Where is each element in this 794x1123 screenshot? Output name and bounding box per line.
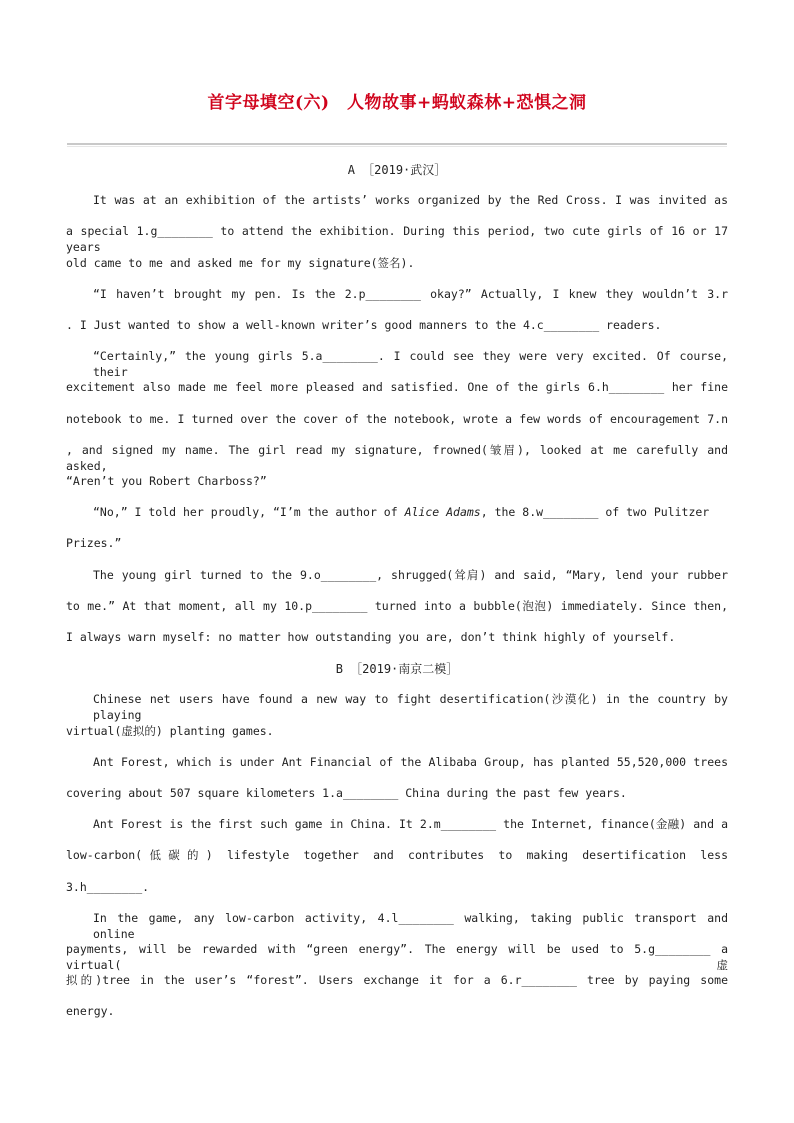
paragraph-line: . I Just wanted to show a well-known writer’s good manners to the 4.c________ readers. xyxy=(66,318,662,332)
paragraph-line: to me.” At that moment, all my 10.p________ turned into a bubble(泡泡) immediately. Since then, xyxy=(66,599,728,613)
paragraph-line: “I haven’t brought my pen. Is the 2.p________ okay?” Actually, I knew they wouldn’t 3.r xyxy=(93,287,728,301)
paragraph-line: 拟的)tree in the user’s “forest”. Users exchange it for a 6.r________ tree by paying some xyxy=(66,973,728,987)
paragraph-line-mixed xyxy=(93,504,728,520)
page-title: 首字母填空(六) 人物故事+蚂蚁森林+恐惧之洞 xyxy=(207,93,587,113)
text-run: “No,” I told her proudly, “I’m the author of xyxy=(93,505,405,519)
paragraph-line: , and signed my name. The girl read my signature, frowned(皱眉), looked at me carefully and asked, xyxy=(66,443,728,473)
section-heading-a: A ［2019·武汉］ xyxy=(347,163,447,177)
paragraph-line: It was at an exhibition of the artists’ works organized by the Red Cross. I was invited as xyxy=(93,193,728,207)
text-run: , the 8.w________ of two Pulitzer xyxy=(480,505,710,519)
paragraph-line: Prizes.” xyxy=(66,536,122,550)
paragraph-line: excitement also made me feel more pleased and satisfied. One of the girls 6.h________ her fine xyxy=(66,380,728,394)
paragraph-line: The young girl turned to the 9.o________, shrugged(耸肩) and said, “Mary, lend your rubber xyxy=(93,568,728,582)
paragraph-line: Chinese net users have found a new way to fight desertification(沙漠化) in the country by playing xyxy=(93,692,728,722)
title-divider xyxy=(67,143,727,145)
book-title: Alice Adams xyxy=(404,505,481,519)
paragraph-line: “Certainly,” the young girls 5.a________. I could see they were very excited. Of course, their xyxy=(93,349,728,379)
paragraph-line: “Aren’t you Robert Charboss?” xyxy=(66,474,267,488)
paragraph-line: Ant Forest, which is under Ant Financial of the Alibaba Group, has planted 55,520,000 trees xyxy=(93,755,728,769)
paragraph-line: payments, will be rewarded with “green energy”. The energy will be used to 5.g________ a virtual(虚 xyxy=(66,942,728,972)
paragraph-line: 3.h________. xyxy=(66,880,150,894)
paragraph-line: Ant Forest is the first such game in China. It 2.m________ the Internet, finance(金融) and a xyxy=(93,817,728,831)
paragraph-line: energy. xyxy=(66,1004,115,1018)
title-divider-shadow xyxy=(67,146,727,147)
paragraph-line: virtual(虚拟的) planting games. xyxy=(66,724,274,738)
section-heading-b: B ［2019·南京二模］ xyxy=(335,662,459,676)
paragraph-line: low-carbon(低碳的) lifestyle together and contributes to making desertification less xyxy=(66,848,728,862)
paragraph-line: old came to me and asked me for my signature(签名). xyxy=(66,256,415,270)
paragraph-line: I always warn myself: no matter how outstanding you are, don’t think highly of yourself. xyxy=(66,630,676,644)
paragraph-line: In the game, any low-carbon activity, 4.l________ walking, taking public transport and online xyxy=(93,911,728,941)
paragraph-line: covering about 507 square kilometers 1.a________ China during the past few years. xyxy=(66,786,627,800)
paragraph-line: notebook to me. I turned over the cover of the notebook, wrote a few words of encouragement 7.n xyxy=(66,412,728,426)
paragraph-line: a special 1.g________ to attend the exhibition. During this period, two cute girls of 16 or 17 years xyxy=(66,224,728,254)
